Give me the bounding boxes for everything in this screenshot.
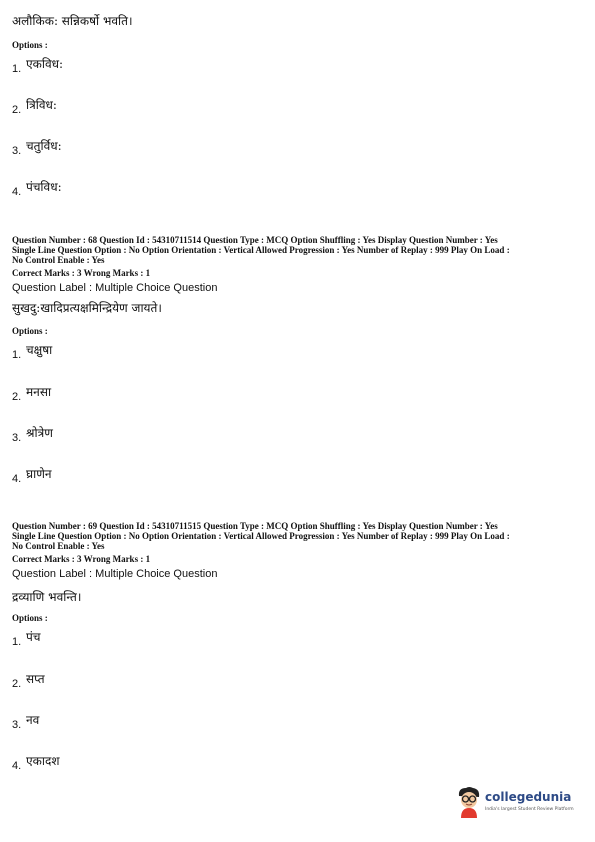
meta-line: No Control Enable : Yes — [12, 541, 105, 551]
option-text: एकविध: — [26, 57, 64, 71]
option-number: 4. — [12, 473, 22, 485]
option-number: 3. — [12, 145, 22, 157]
option-text: मनसा — [26, 385, 52, 399]
option-text: पंच — [26, 630, 41, 644]
question-label: Question Label : Multiple Choice Question — [12, 282, 218, 294]
brand-name: collegedunia — [485, 790, 572, 804]
option-number: 3. — [12, 719, 22, 731]
option-number: 1. — [12, 636, 22, 648]
options-label: Options : — [12, 40, 48, 50]
meta-line: Single Line Question Option : No Option Orientation : Vertical Allowed Progression : Yes Number of Replay : 999 Play On Load : — [12, 531, 510, 541]
marks-info: Correct Marks : 3 Wrong Marks : 1 — [12, 554, 151, 564]
option-text: त्रिविध: — [26, 98, 57, 112]
option-text: घ्राणेन — [26, 467, 52, 481]
question-meta — [12, 235, 587, 265]
options-label: Options : — [12, 613, 48, 623]
option-number: 2. — [12, 391, 22, 403]
option-number: 1. — [12, 63, 22, 75]
option-number: 4. — [12, 760, 22, 772]
meta-line: Question Number : 69 Question Id : 54310711515 Question Type : MCQ Option Shuffling : Yes Display Question Number : Yes — [12, 521, 498, 531]
option-number: 2. — [12, 104, 22, 116]
question-text: द्रव्याणि भवन्ति। — [12, 590, 82, 604]
option-number: 4. — [12, 186, 22, 198]
meta-line: Question Number : 68 Question Id : 54310711514 Question Type : MCQ Option Shuffling : Yes Display Question Number : Yes — [12, 235, 498, 245]
question-label: Question Label : Multiple Choice Question — [12, 568, 218, 580]
option-number: 3. — [12, 432, 22, 444]
question-text: अलौकिक: सन्निकर्षो भवति। — [12, 14, 133, 28]
option-text: चतुर्विध: — [26, 139, 62, 153]
collegedunia-logo[interactable] — [456, 786, 576, 820]
brand-tagline: India's largest Student Review Platform — [485, 807, 574, 812]
options-label: Options : — [12, 326, 48, 336]
option-text: चक्षुषा — [26, 343, 53, 357]
marks-info: Correct Marks : 3 Wrong Marks : 1 — [12, 268, 151, 278]
option-number: 2. — [12, 678, 22, 690]
option-number: 1. — [12, 349, 22, 361]
option-text: श्रोत्रेण — [26, 426, 53, 440]
option-text: पंचविध: — [26, 180, 62, 194]
student-mascot-icon — [456, 786, 482, 818]
option-text: एकादश — [26, 754, 60, 768]
question-meta — [12, 521, 587, 551]
option-text: सप्त — [26, 672, 45, 686]
meta-line: Single Line Question Option : No Option Orientation : Vertical Allowed Progression : Yes Number of Replay : 999 Play On Load : — [12, 245, 510, 255]
meta-line: No Control Enable : Yes — [12, 255, 105, 265]
option-text: नव — [26, 713, 40, 727]
question-text: सुखदु:खादिप्रत्यक्षमिन्द्रियेण जायते। — [12, 301, 162, 315]
